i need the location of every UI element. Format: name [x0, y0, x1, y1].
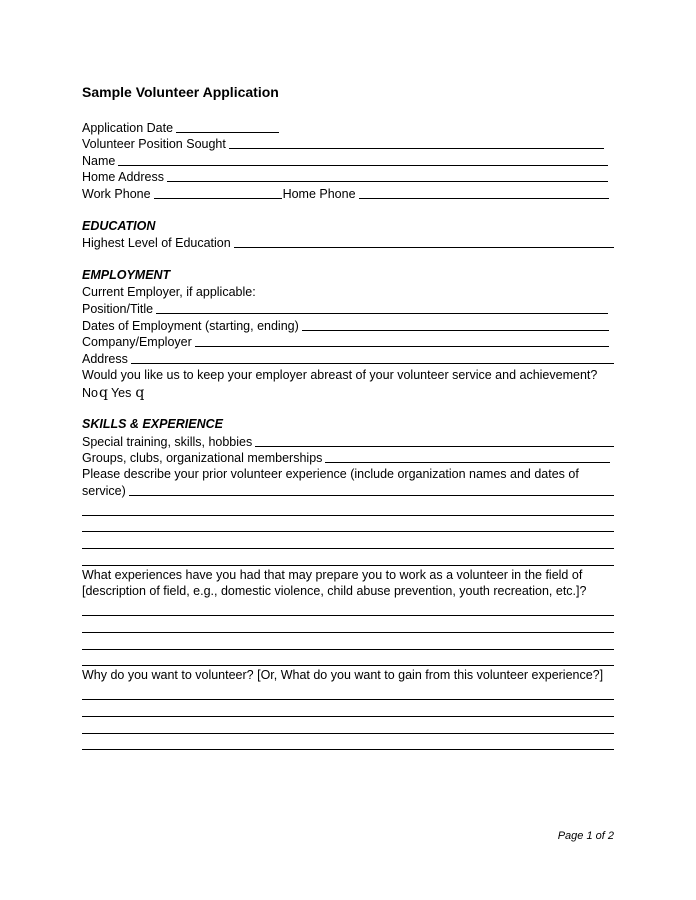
employment-dates-label: Dates of Employment (starting, ending) — [82, 318, 299, 333]
position-sought-label: Volunteer Position Sought — [82, 137, 226, 152]
work-phone-field[interactable] — [154, 198, 282, 199]
application-date-row — [82, 119, 614, 136]
home-phone-label: Home Phone — [282, 186, 356, 201]
yes-label: Yes — [110, 386, 132, 401]
home-address-label: Home Address — [82, 170, 164, 185]
name-row — [82, 152, 614, 169]
name-field[interactable] — [118, 165, 608, 166]
groups-label: Groups, clubs, organizational memberships — [82, 451, 323, 466]
home-address-field[interactable] — [167, 181, 608, 182]
keep-abreast-choice — [82, 383, 614, 404]
current-employer-label: Current Employer, if applicable: — [82, 284, 256, 299]
employment-dates-field[interactable] — [302, 330, 609, 331]
application-date-label: Application Date — [82, 120, 174, 135]
position-sought-row — [82, 136, 614, 153]
home-phone-field[interactable] — [359, 198, 609, 199]
phone-row — [82, 185, 614, 202]
groups-row — [82, 450, 614, 467]
prior-experience-label: Please describe your prior volunteer experience (include organization names and dates of — [82, 467, 579, 482]
prior-experience-line[interactable] — [82, 532, 614, 549]
name-label: Name — [82, 153, 116, 168]
employer-address-label: Address — [82, 351, 128, 366]
why-question: Why do you want to volunteer? [Or, What do you want to gain from this volunteer experience?] — [82, 668, 604, 683]
education-heading: EDUCATION — [82, 218, 156, 233]
prepare-answer-line[interactable] — [82, 616, 614, 633]
groups-field[interactable] — [325, 462, 610, 463]
no-label: No — [82, 386, 98, 401]
education-field[interactable] — [234, 247, 614, 248]
why-answer-line[interactable] — [82, 717, 614, 734]
special-training-field[interactable] — [255, 446, 614, 447]
employer-address-field[interactable] — [131, 363, 614, 364]
prepare-answer-line[interactable] — [82, 633, 614, 650]
prepare-answer-line[interactable] — [82, 650, 614, 667]
position-title-label: Position/Title — [82, 301, 154, 316]
company-label: Company/Employer — [82, 335, 192, 350]
why-answer-line[interactable] — [82, 734, 614, 751]
why-answer-line[interactable] — [82, 684, 614, 701]
home-address-row — [82, 169, 614, 186]
prepare-answer-line[interactable] — [82, 600, 614, 617]
prior-experience-row — [82, 483, 614, 500]
application-date-field[interactable] — [176, 132, 279, 133]
company-field[interactable] — [195, 346, 609, 347]
form-title: Sample Volunteer Application — [82, 84, 279, 100]
prior-experience-line[interactable] — [82, 499, 614, 516]
position-title-field[interactable] — [156, 313, 608, 314]
application-form — [82, 84, 614, 750]
employer-address-row — [82, 350, 614, 367]
employment-heading: EMPLOYMENT — [82, 268, 171, 283]
prior-experience-field[interactable] — [129, 495, 614, 496]
keep-abreast-question: Would you like us to keep your employer abreast of your volunteer service and achievement? — [82, 367, 598, 382]
employment-dates-row — [82, 317, 614, 334]
special-training-label: Special training, skills, hobbies — [82, 434, 253, 449]
company-row — [82, 334, 614, 351]
position-title-row — [82, 300, 614, 317]
special-training-row — [82, 433, 614, 450]
skills-heading: SKILLS & EXPERIENCE — [82, 417, 223, 432]
page-number: Page 1 of 2 — [557, 830, 614, 842]
prepare-question: What experiences have you had that may prepare you to work as a volunteer in the field of [description of field, e.g., domestic violence, child abuse prevention, youth recreation, etc.]? — [82, 567, 587, 599]
yes-checkbox[interactable]: q — [135, 385, 145, 402]
why-answer-line[interactable] — [82, 700, 614, 717]
prior-experience-label-cont: service) — [82, 484, 126, 499]
education-row — [82, 235, 614, 252]
education-label: Highest Level of Education — [82, 236, 231, 251]
prior-experience-line[interactable] — [82, 516, 614, 533]
prior-experience-line[interactable] — [82, 549, 614, 566]
work-phone-label: Work Phone — [82, 186, 151, 201]
no-checkbox[interactable]: q — [98, 385, 108, 402]
position-sought-field[interactable] — [229, 148, 604, 149]
